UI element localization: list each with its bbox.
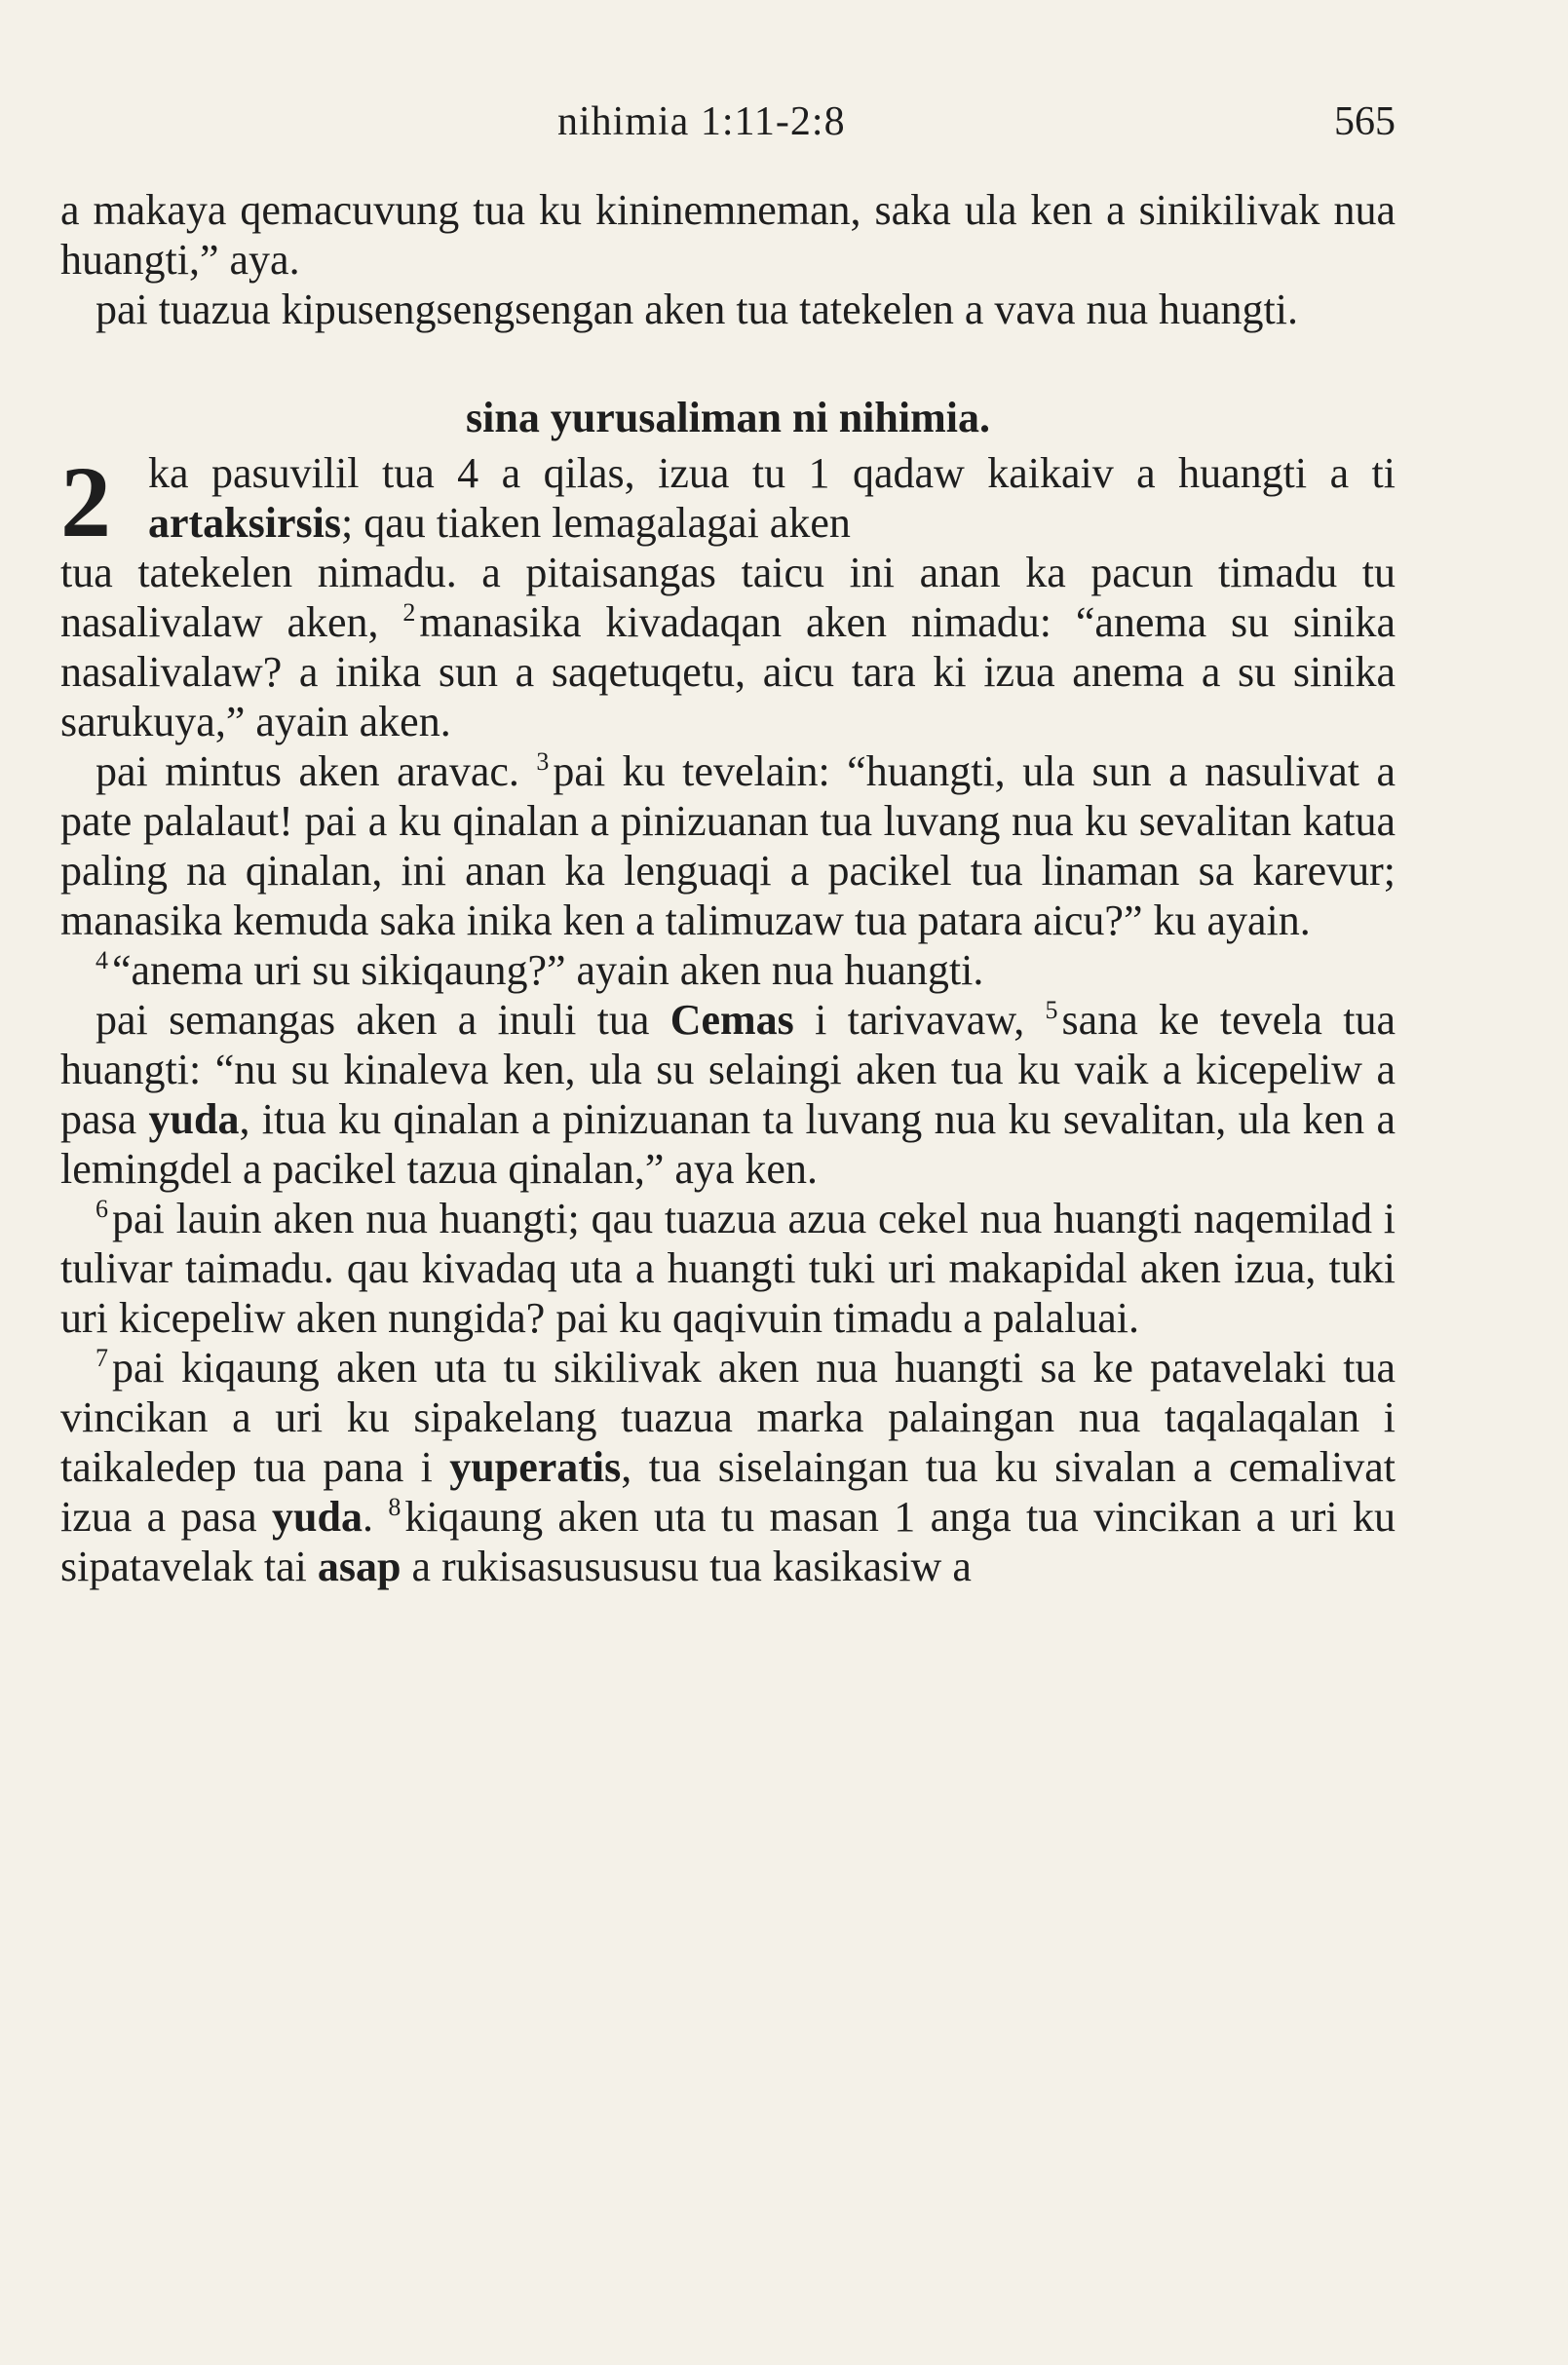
verse-text: kiqaung aken uta tu masan 1 anga tua vincikan a uri ku sipatavelak tai bbox=[60, 1493, 1396, 1590]
paragraph bbox=[60, 746, 1396, 945]
verse-text: “anema uri su sikiqaung?” ayain aken nua huangti. bbox=[112, 946, 984, 994]
page bbox=[60, 97, 1396, 1591]
running-header bbox=[60, 97, 1396, 156]
verse-text: manasika kivadaqan aken nimadu: “anema su sinika nasalivalaw? a inika sun a saqetuqetu, aicu tara ki izua anema a su sinika sarukuya,” ayain aken. bbox=[60, 598, 1396, 745]
chapter-number: 2 bbox=[60, 446, 111, 558]
verse-text: pai lauin aken nua huangti; qau tuazua azua cekel nua huangti naqemilad i tulivar taimadu. qau kivadaq uta a huangti tuki uri makapidal aken izua, tuki uri kicepeliw aken nungida? pai ku qaqivuin timadu a palaluai. bbox=[60, 1195, 1396, 1342]
verse-text: i tarivavaw, bbox=[793, 996, 1025, 1044]
verse-1-text bbox=[148, 448, 1396, 548]
verse-text: pai ku tevelain: “huangti, ula sun a nasulivat a pate palalaut! pai a ku qinalan a pinizuanan tua luvang nua ku sevalitan katua paling na qinalan, ini anan ka lenguaqi a pacikel tua linaman sa karevur; manasika kemuda saka inika ken a talimuzaw tua patara aicu?” ku ayain. bbox=[60, 747, 1396, 944]
bold-term: artaksirsis bbox=[148, 499, 341, 547]
paragraph-text: pai tuazua kipusengsengsengan aken tua tatekelen a vava nua huangti. bbox=[96, 286, 1298, 333]
verse-text: a rukisasusususu tua kasikasiw a bbox=[401, 1543, 972, 1590]
paragraph-text: a makaya qemacuvung tua ku kininemneman, saka ula ken a sinikilivak nua huangti,” aya. bbox=[60, 186, 1396, 284]
paragraph-continuation bbox=[60, 185, 1396, 285]
paragraph bbox=[60, 548, 1396, 746]
paragraph bbox=[60, 1194, 1396, 1343]
verse-text: , itua ku qinalan a pinizuanan ta luvang nua ku sevalitan, ula ken a lemingdel a pacikel tazua qinalan,” aya ken. bbox=[60, 1095, 1396, 1193]
paragraph bbox=[60, 995, 1396, 1194]
verse-text: pai semangas aken a inuli tua bbox=[96, 996, 670, 1044]
paragraph bbox=[60, 285, 1396, 334]
verse-number: 5 bbox=[1045, 996, 1058, 1025]
bold-term: Cemas bbox=[669, 996, 794, 1044]
verse-number: 8 bbox=[388, 1493, 402, 1522]
verse-number: 6 bbox=[96, 1195, 108, 1224]
verse-text: pai kiqaung aken uta tu sikilivak aken nua huangti sa ke patavelaki tua vincikan a uri ku sipakelang tuazua marka palaingan nua taqalaqalan i taikaledep tua pana i bbox=[60, 1344, 1396, 1491]
bold-term: asap bbox=[317, 1543, 402, 1590]
paragraph bbox=[60, 945, 1396, 995]
bold-term: yuperatis bbox=[449, 1443, 622, 1491]
verse-number: 4 bbox=[96, 946, 108, 975]
verse-text: tua tatekelen nimadu. a pitaisangas taicu ini anan ka pacun timadu tu nasalivalaw aken, bbox=[60, 549, 1396, 646]
page-number: 565 bbox=[1334, 99, 1396, 144]
verse-text: , tua siselaingan tua ku sivalan a cemalivat izua a pasa bbox=[60, 1443, 1396, 1541]
verse-number: 3 bbox=[536, 747, 550, 777]
verse-text: . bbox=[362, 1493, 373, 1541]
verse-text: ; qau tiaken lemagalagai aken bbox=[341, 499, 851, 547]
paragraph bbox=[60, 1343, 1396, 1591]
bold-term: yuda bbox=[148, 1095, 240, 1143]
verse-number: 7 bbox=[96, 1344, 108, 1373]
bold-term: yuda bbox=[272, 1493, 363, 1541]
verse-text: ka pasuvilil tua 4 a qilas, izua tu 1 qadaw kaikaiv a huangti a ti bbox=[148, 449, 1396, 497]
verse-number: 2 bbox=[402, 598, 416, 628]
verse-text: pai mintus aken aravac. bbox=[96, 747, 519, 795]
verse-text: sana ke tevela tua huangti: “nu su kinaleva ken, ula su selaingi aken tua ku vaik a kicepeliw a pasa bbox=[60, 996, 1396, 1143]
section-heading: sina yurusaliman ni nihimia. bbox=[466, 394, 990, 441]
running-title: nihimia 1:11-2:8 bbox=[557, 99, 846, 144]
chapter-opening bbox=[60, 446, 1396, 558]
